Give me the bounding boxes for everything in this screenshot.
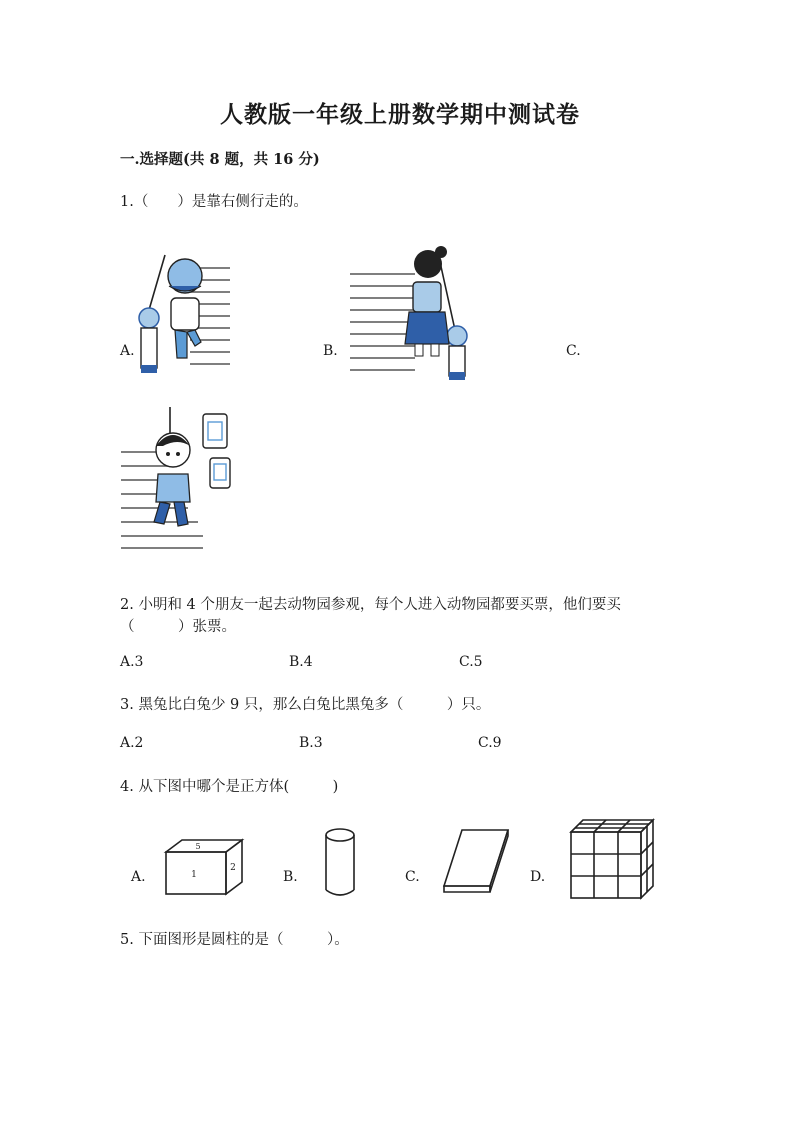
section-heading: 一.选择题(共 8 题，共 16 分) (120, 151, 320, 168)
q4-option-c-label[interactable]: C. (405, 869, 420, 885)
question-2-stem-line2: （ ）张票。 (120, 619, 236, 635)
q2-option-a[interactable]: A.3 (120, 654, 144, 670)
question-4-stem: 4. 从下图中哪个是正方体( ) (120, 779, 339, 795)
q3-option-b[interactable]: B.3 (299, 735, 323, 751)
q1-option-b-image (345, 242, 470, 382)
q1-option-a-label[interactable]: A. (120, 343, 135, 359)
cube-face-label-front: 1 (191, 870, 197, 880)
q4-option-d-rubik-cube (565, 818, 655, 902)
question-5-stem: 5. 下面图形是圆柱的是（ ）。 (120, 932, 349, 948)
q2-option-b[interactable]: B.4 (289, 654, 313, 670)
q4-option-a-label[interactable]: A. (131, 869, 146, 885)
q4-option-c-flat-box (438, 826, 513, 896)
cube-face-label-side: 2 (230, 863, 236, 873)
q3-option-c[interactable]: C.9 (478, 735, 502, 751)
question-2-stem-line1: 2. 小明和 4 个朋友一起去动物园参观，每个人进入动物园都要买票，他们要买 (120, 597, 621, 613)
q1-option-b-label[interactable]: B. (323, 343, 338, 359)
q1-option-c-image (118, 402, 238, 550)
q4-option-b-cylinder (320, 826, 360, 900)
q4-option-d-label[interactable]: D. (530, 869, 546, 885)
q4-option-b-label[interactable]: B. (283, 869, 298, 885)
question-3-stem: 3. 黑兔比白兔少 9 只，那么白兔比黑兔多（ ）只。 (120, 697, 491, 713)
q1-option-c-label[interactable]: C. (566, 343, 581, 359)
cube-face-label-top: 5 (195, 842, 201, 851)
q4-option-a-cube (158, 836, 248, 898)
q2-option-c[interactable]: C.5 (459, 654, 483, 670)
q1-option-a-image (135, 250, 235, 380)
question-1-stem: 1.（ ）是靠右侧行走的。 (120, 194, 308, 210)
page-title: 人教版一年级上册数学期中测试卷 (220, 101, 580, 128)
q3-option-a[interactable]: A.2 (120, 735, 144, 751)
